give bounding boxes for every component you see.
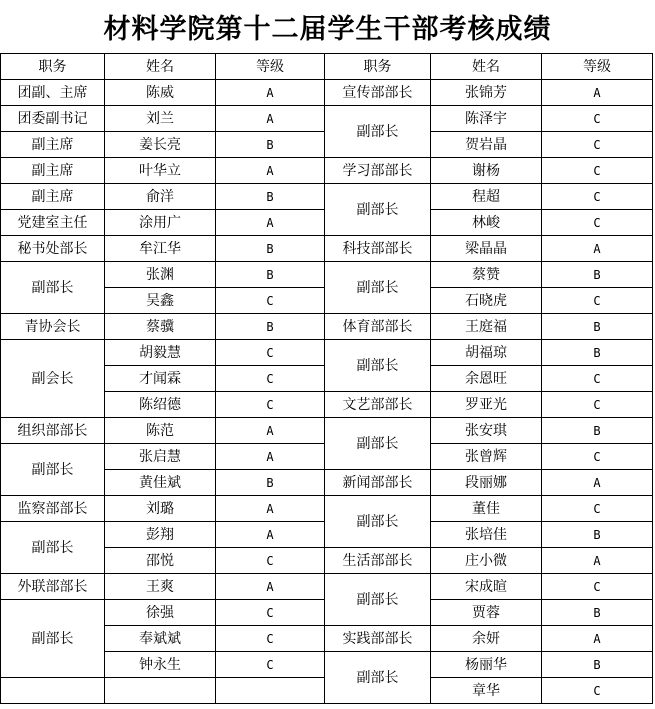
name-cell: 陈范 [105, 418, 216, 444]
grade-cell [216, 678, 325, 704]
name-cell: 余恩旺 [431, 366, 542, 392]
grade-cell: C [216, 626, 325, 652]
position-cell: 党建室主任 [1, 210, 105, 236]
position-cell: 秘书处部长 [1, 236, 105, 262]
name-cell: 罗亚光 [431, 392, 542, 418]
name-cell: 吴鑫 [105, 288, 216, 314]
position-cell: 体育部部长 [325, 314, 431, 340]
grade-cell: A [216, 80, 325, 106]
name-cell: 谢杨 [431, 158, 542, 184]
position-cell: 副部长 [325, 574, 431, 626]
grade-cell: C [542, 132, 653, 158]
grade-cell: C [542, 184, 653, 210]
table-row [1, 314, 653, 340]
position-cell: 副主席 [1, 184, 105, 210]
grade-cell: B [216, 184, 325, 210]
grade-cell: A [216, 522, 325, 548]
position-cell: 青协会长 [1, 314, 105, 340]
grade-cell: A [542, 470, 653, 496]
position-cell: 科技部部长 [325, 236, 431, 262]
grade-cell: A [216, 210, 325, 236]
position-cell: 副部长 [1, 600, 105, 678]
position-cell: 新闻部部长 [325, 470, 431, 496]
table-row [1, 184, 653, 210]
grade-cell: B [542, 418, 653, 444]
position-cell: 副部长 [325, 184, 431, 236]
grade-cell: B [542, 314, 653, 340]
position-cell: 副部长 [1, 262, 105, 314]
grade-cell: A [216, 418, 325, 444]
header-position-left: 职务 [1, 54, 105, 80]
name-cell: 徐强 [105, 600, 216, 626]
name-cell: 石晓虎 [431, 288, 542, 314]
name-cell: 陈绍德 [105, 392, 216, 418]
position-cell: 外联部部长 [1, 574, 105, 600]
name-cell: 董佳 [431, 496, 542, 522]
header-name-left: 姓名 [105, 54, 216, 80]
name-cell: 张锦芳 [431, 80, 542, 106]
table-row [1, 158, 653, 184]
grade-cell: C [542, 678, 653, 704]
header-position-right: 职务 [325, 54, 431, 80]
name-cell: 叶华立 [105, 158, 216, 184]
table-row [1, 262, 653, 288]
name-cell: 张安琪 [431, 418, 542, 444]
grade-cell: A [216, 158, 325, 184]
name-cell: 王庭福 [431, 314, 542, 340]
grade-cell: B [542, 652, 653, 678]
table-row [1, 236, 653, 262]
position-cell: 副部长 [325, 652, 431, 704]
name-cell: 刘兰 [105, 106, 216, 132]
name-cell [105, 678, 216, 704]
name-cell: 胡毅慧 [105, 340, 216, 366]
name-cell: 姜长亮 [105, 132, 216, 158]
name-cell: 张培佳 [431, 522, 542, 548]
position-cell: 副主席 [1, 132, 105, 158]
name-cell: 程超 [431, 184, 542, 210]
table-row [1, 340, 653, 366]
grade-cell: C [542, 574, 653, 600]
grade-cell: C [542, 366, 653, 392]
grade-cell: A [542, 548, 653, 574]
position-cell: 副部长 [325, 106, 431, 158]
grade-cell: A [216, 574, 325, 600]
name-cell: 王爽 [105, 574, 216, 600]
grade-cell: B [216, 132, 325, 158]
grade-cell: B [542, 340, 653, 366]
table-row [1, 418, 653, 444]
grade-cell: A [542, 80, 653, 106]
name-cell: 牟江华 [105, 236, 216, 262]
position-cell: 文艺部部长 [325, 392, 431, 418]
grade-cell: A [216, 106, 325, 132]
name-cell: 陈威 [105, 80, 216, 106]
grade-cell: C [542, 210, 653, 236]
document-title: 材料学院第十二届学生干部考核成绩 [103, 14, 552, 45]
name-cell: 贺岩晶 [431, 132, 542, 158]
name-cell: 蔡赞 [431, 262, 542, 288]
position-cell: 生活部部长 [325, 548, 431, 574]
grades-table [0, 53, 653, 704]
name-cell: 宋成暄 [431, 574, 542, 600]
grade-cell: B [216, 314, 325, 340]
name-cell: 涂用广 [105, 210, 216, 236]
grade-cell: C [216, 600, 325, 626]
grade-cell: B [216, 262, 325, 288]
name-cell: 俞洋 [105, 184, 216, 210]
position-cell: 副部长 [325, 262, 431, 314]
grade-cell: C [542, 288, 653, 314]
grade-cell: B [542, 262, 653, 288]
header-name-right: 姓名 [431, 54, 542, 80]
position-cell: 副部长 [325, 496, 431, 548]
name-cell: 钟永生 [105, 652, 216, 678]
name-cell: 邵悦 [105, 548, 216, 574]
grade-cell: A [216, 496, 325, 522]
name-cell: 杨丽华 [431, 652, 542, 678]
name-cell: 彭翔 [105, 522, 216, 548]
name-cell: 奉斌斌 [105, 626, 216, 652]
grade-cell: C [216, 392, 325, 418]
header-grade-right: 等级 [542, 54, 653, 80]
position-cell: 副部长 [325, 418, 431, 470]
grade-cell: C [542, 392, 653, 418]
grade-cell: C [216, 288, 325, 314]
position-cell: 实践部部长 [325, 626, 431, 652]
name-cell: 张渊 [105, 262, 216, 288]
table-row [1, 574, 653, 600]
name-cell: 庄小微 [431, 548, 542, 574]
grade-cell: C [542, 496, 653, 522]
name-cell: 才闻霖 [105, 366, 216, 392]
name-cell: 段丽娜 [431, 470, 542, 496]
name-cell: 张曾辉 [431, 444, 542, 470]
position-cell: 团副、主席 [1, 80, 105, 106]
name-cell: 刘璐 [105, 496, 216, 522]
grade-cell: B [216, 470, 325, 496]
position-cell [1, 678, 105, 704]
grade-cell: C [216, 366, 325, 392]
grade-cell: A [216, 444, 325, 470]
table-row [1, 106, 653, 132]
grade-cell: A [542, 236, 653, 262]
name-cell: 余妍 [431, 626, 542, 652]
grade-cell: C [216, 652, 325, 678]
position-cell: 副主席 [1, 158, 105, 184]
grade-cell: B [216, 236, 325, 262]
name-cell: 林峻 [431, 210, 542, 236]
position-cell: 监察部部长 [1, 496, 105, 522]
grade-cell: B [542, 600, 653, 626]
name-cell: 梁晶晶 [431, 236, 542, 262]
name-cell: 章华 [431, 678, 542, 704]
header-grade-left: 等级 [216, 54, 325, 80]
grade-cell: B [542, 522, 653, 548]
grade-cell: C [216, 548, 325, 574]
header-row [1, 54, 653, 80]
name-cell: 贾蓉 [431, 600, 542, 626]
position-cell: 宣传部部长 [325, 80, 431, 106]
name-cell: 蔡骥 [105, 314, 216, 340]
name-cell: 黄佳斌 [105, 470, 216, 496]
position-cell: 组织部部长 [1, 418, 105, 444]
grade-cell: C [542, 158, 653, 184]
name-cell: 胡福琼 [431, 340, 542, 366]
table-row [1, 496, 653, 522]
position-cell: 副部长 [1, 444, 105, 496]
position-cell: 副部长 [325, 340, 431, 392]
position-cell: 副部长 [1, 522, 105, 574]
grade-cell: C [216, 340, 325, 366]
position-cell: 副会长 [1, 340, 105, 418]
position-cell: 学习部部长 [325, 158, 431, 184]
grade-cell: C [542, 106, 653, 132]
name-cell: 陈泽宇 [431, 106, 542, 132]
name-cell: 张启慧 [105, 444, 216, 470]
table-row [1, 80, 653, 106]
grade-cell: C [542, 444, 653, 470]
position-cell: 团委副书记 [1, 106, 105, 132]
grade-cell: A [542, 626, 653, 652]
